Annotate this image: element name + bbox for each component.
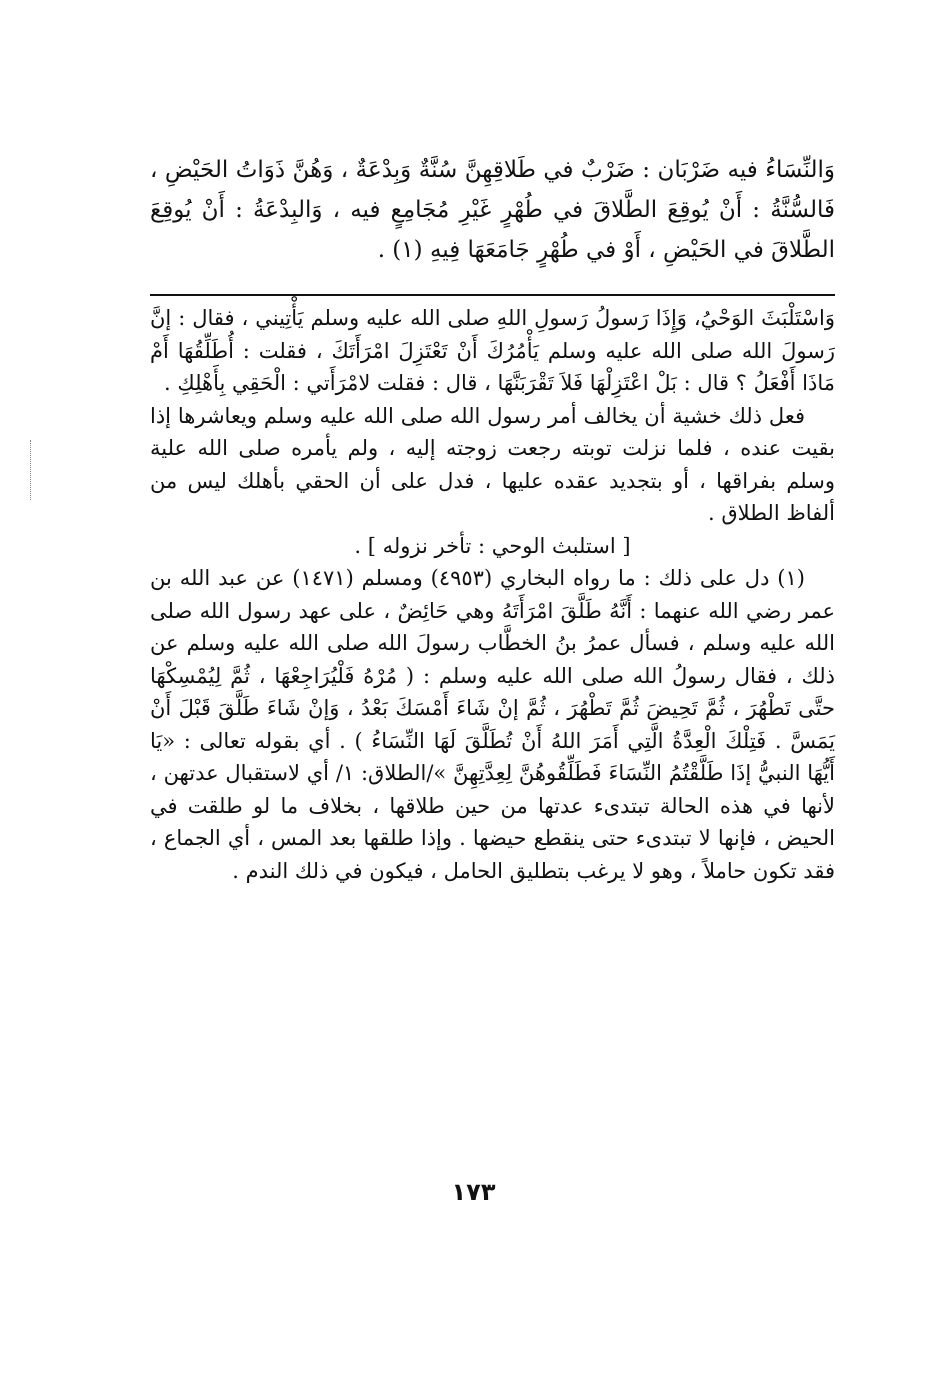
margin-mark bbox=[30, 440, 41, 500]
footnote-commentary: فعل ذلك خشية أن يخالف أمر رسول الله صلى الله عليه وسلم ويعاشرها إذا بقيت عنده ، فلما نزلت توبته رجعت زوجته إليه ، ولم يأمره صلى الله علية وسلم بفراقها ، أو بتجديد عقده عليها ، فدل على أن الحقي بأهلك ليس من ألفاظ الطلاق . bbox=[150, 403, 835, 525]
footnote-continuation: وَاسْتَلْبَثَ الوَحْيُ، وَإِذَا رَسولُ رَسولِ اللهِ صلى الله عليه وسلم يَأْتِيني ، فقال : إنَّ رَسولَ الله صلى الله عليه وسلم يَأْمُرُكَ أَنْ تَعْتَزِلَ امْرَأَتَكَ ، فقلت : أُطَلِّقُهَا أَمْ مَاذَا أَفْعَلُ ؟ قال : بَلْ اعْتَزِلْهَا فَلاَ تَقْرَبَنَّهَا ، قال : فقلت لامْرَأَتي : الْحَقِي بِأَهْلِكِ . bbox=[150, 306, 835, 395]
footnote-separator bbox=[150, 294, 835, 296]
footnotes bbox=[150, 302, 835, 887]
page-content bbox=[150, 150, 835, 887]
page-number: ١٧٣ bbox=[451, 1178, 496, 1206]
footnote-gloss: [ استلبث الوحي : تأخر نزوله ] . bbox=[354, 533, 631, 558]
footnote-one: (١) دل على ذلك : ما رواه البخاري (٤٩٥٣) ومسلم (١٤٧١) عن عبد الله بن عمر رضي الله عنهما : أَنَّهُ طَلَّقَ امْرَأَتَهُ وهي حَائِضٌ ، على عهد رسول الله صلى الله عليه وسلم ، فسأل عمرُ بنُ الخطَّاب رسولَ الله صلى الله عليه وسلم عن ذلك ، فقال رسولُ الله صلى الله عليه وسلم : ( مُرْهُ فَلْيُرَاجِعْهَا ، ثُمَّ لِيُمْسِكْهَا حتَّى تَطْهُرَ ، ثُمَّ تَحِيضَ ثُمَّ تَطْهُرَ ، ثُمَّ إنْ شَاءَ أَمْسَكَ بَعْدُ ، وَإنْ شَاءَ طَلَّقَ قَبْلَ أَنْ يَمَسَّ . فَتِلْكَ الْعِدَّةُ الَّتِي أَمَرَ اللهُ أَنْ تُطَلَّقَ لَهَا النِّسَاءُ ) . أي بقوله تعالى : «يَا أَيُّهَا النبيُّ إذَا طَلَّقْتُمُ النِّسَاءَ فَطَلِّقُوهُنَّ لِعِدَّتِهِنَّ »/الطلاق: ١/ أي لاستقبال عدتهن ، لأنها في هذه الحالة تبتدىء عدتها من حين طلاقها ، بخلاف ما لو طلقت في الحيض ، فإنها لا تبتدىء حتى ينقطع حيضها . وإذا طلقها بعد المس ، أي الجماع ، فقد تكون حاملاً ، وهو لا يرغب بتطليق الحامل ، فيكون في ذلك الندم . bbox=[150, 566, 835, 883]
main-paragraph: وَالنِّسَاءُ فيه ضَرْبَان : ضَرْبٌ في طَلاقِهِنَّ سُنَّةٌ وَبِدْعَةٌ ، وَهُنَّ ذَوَاتُ الحَيْضِ ، فَالسُّنَّةُ : أَنْ يُوقِعَ الطَّلاقَ في طُهْرٍ غَيْرِ مُجَامِعٍ فيه ، وَالبِدْعَةُ : أَنْ يُوقِعَ الطَّلاقَ في الحَيْضِ ، أَوْ في طُهْرٍ جَامَعَهَا فِيهِ (١) . bbox=[150, 157, 835, 263]
